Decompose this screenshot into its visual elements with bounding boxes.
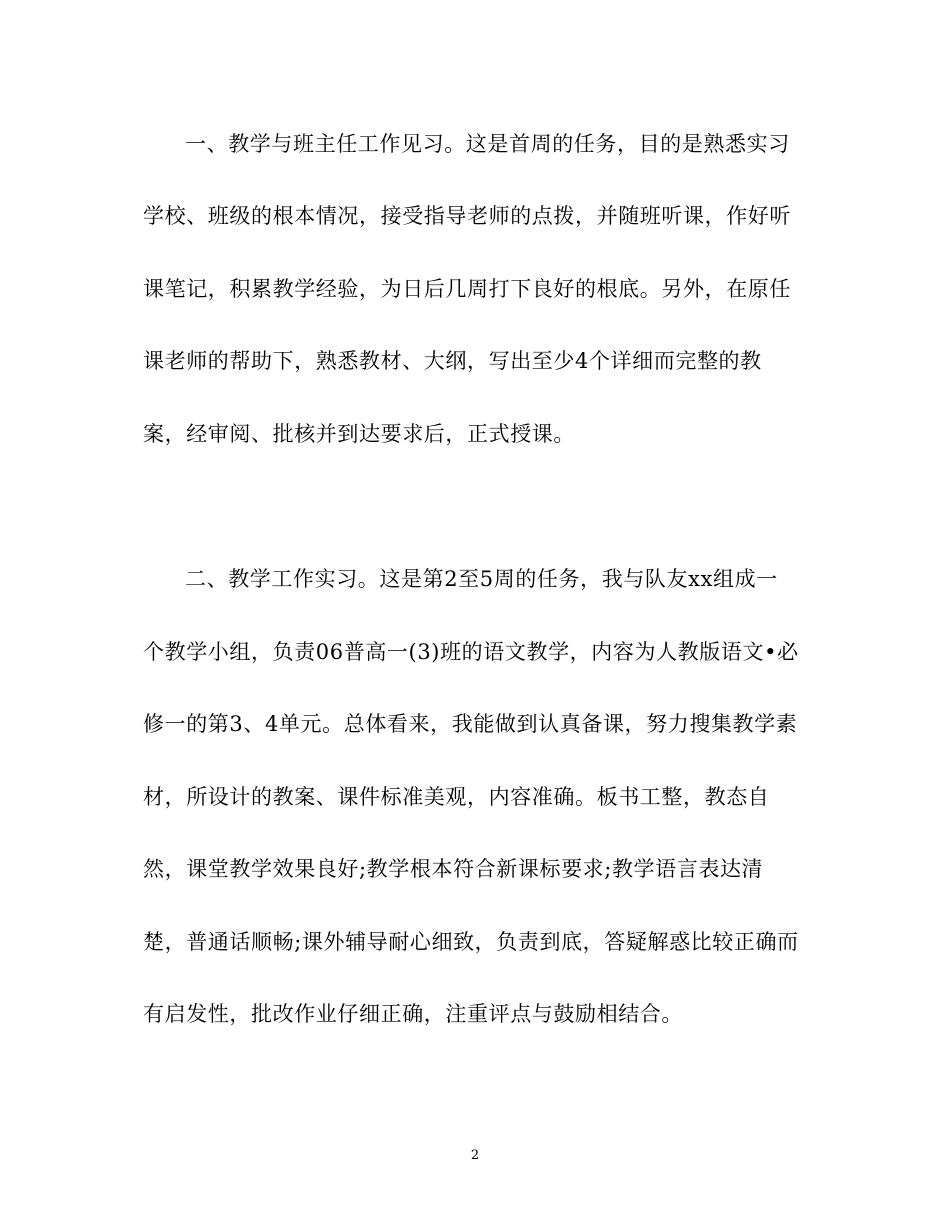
paragraph-2-line-1: 二、教学工作实习。这是第2至5周的任务，我与队友xx组成一 [185, 567, 778, 591]
paragraph-2-line-5: 然，课堂教学效果良好;教学根本符合新课标要求;教学语言表达清 [143, 857, 764, 881]
paragraph-2-line-3: 修一的第3、4单元。总体看来，我能做到认真备课，努力搜集教学素 [143, 712, 798, 736]
paragraph-2-line-7: 有启发性，批改作业仔细正确，注重评点与鼓励相结合。 [143, 1002, 683, 1026]
paragraph-1-line-2: 学校、班级的根本情况，接受指导老师的点拨，并随班听课，作好听 [143, 204, 791, 228]
paragraph-1-line-1: 一、教学与班主任工作见习。这是首周的任务，目的是熟悉实习 [185, 132, 790, 156]
paragraph-2-line-6: 楚，普通话顺畅;课外辅导耐心细致，负责到底，答疑解惑比较正确而 [143, 930, 799, 954]
page-number: 2 [470, 1148, 480, 1163]
paragraph-2-line-4: 材，所设计的教案、课件标准美观，内容准确。板书工整，教态自 [143, 785, 770, 809]
paragraph-1-line-4: 课老师的帮助下，熟悉教材、大纲，写出至少4个详细而完整的教 [143, 349, 762, 373]
paragraph-2-line-2: 个教学小组，负责06普高一(3)班的语文教学，内容为人教版语文•必 [143, 640, 799, 664]
paragraph-1-line-3: 课笔记，积累教学经验，为日后几周打下良好的根底。另外，在原任 [143, 277, 791, 301]
paragraph-1-line-5: 案，经审阅、批核并到达要求后，正式授课。 [143, 422, 575, 446]
